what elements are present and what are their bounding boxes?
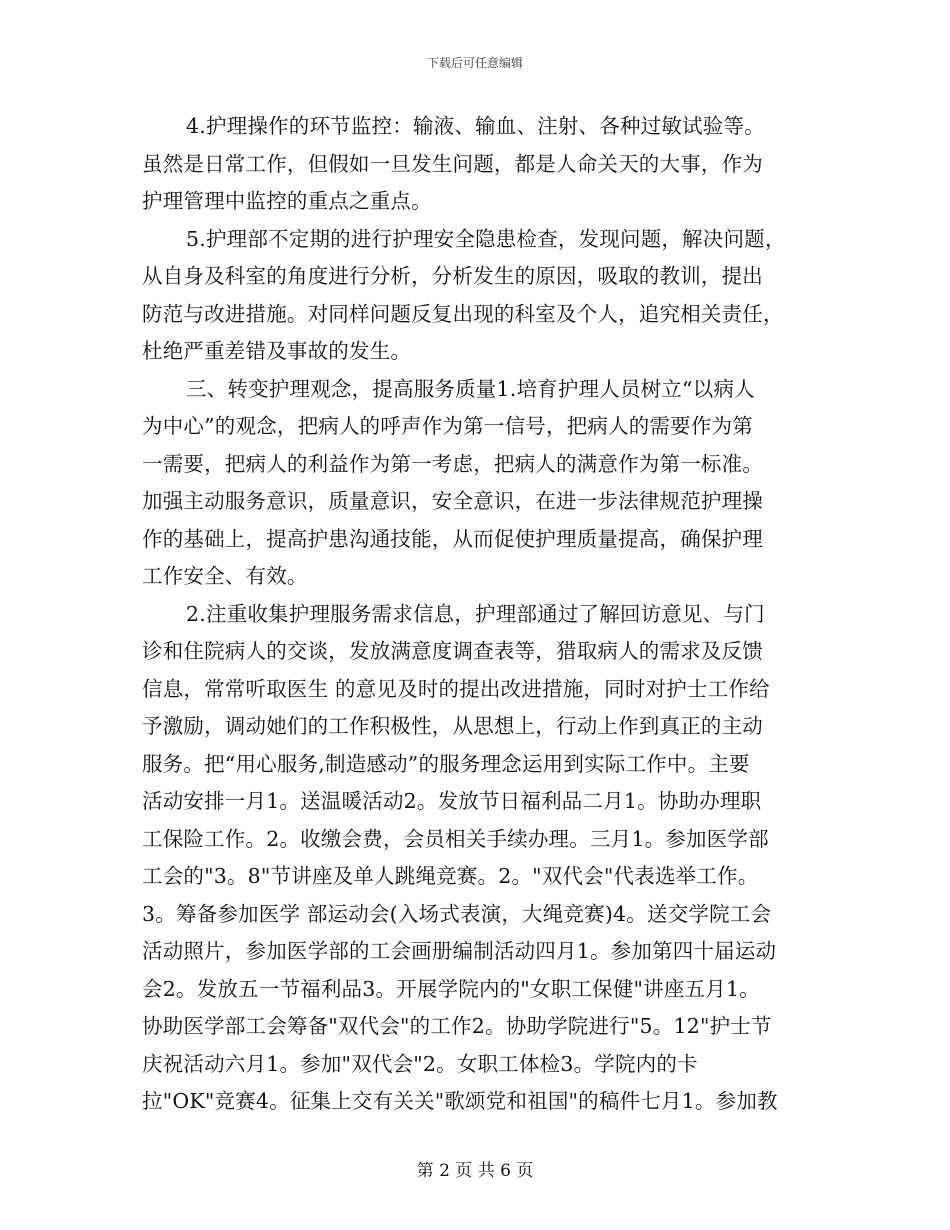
- text-line: 协助医学部工会筹备"双代会"的工作2。协助学院进行"5。12"护士节: [142, 1014, 772, 1038]
- text-line: 3。筹备参加医学 部运动会(入场式表演，大绳竞赛)4。送交学院工会: [142, 901, 772, 926]
- text-line: 三、转变护理观念，提高服务质量1.培育护理人员树立“以病人: [186, 376, 755, 401]
- text-line: 诊和住院病人的交谈，发放满意度调查表等，猎取病人的需求及反馈: [142, 639, 763, 663]
- text-line: 从自身及科室的角度进行分析，分析发生的原因，吸取的教训，提出: [142, 264, 763, 288]
- document-body: [142, 108, 810, 1121]
- text-line: 作的基础上，提高护患沟通技能，从而促使护理质量提高，确保护理: [142, 526, 763, 551]
- text-line: 护理管理中监控的重点之重点。: [142, 189, 432, 213]
- text-line: 杜绝严重差错及事故的发生。: [142, 339, 412, 363]
- text-line: 服务。把“用心服务,制造感动”的服务理念运用到实际工作中。主要: [142, 751, 750, 776]
- text-line: 予激励，调动她们的工作积极性，从思想上，行动上作到真正的主动: [142, 714, 763, 738]
- text-line: 5.护理部不定期的进行护理安全隐患检查，发现问题，解决问题，: [186, 226, 786, 251]
- text-line: 4.护理操作的环节监控：输液、输血、注射、各种过敏试验等。: [186, 114, 765, 138]
- text-line: 为中心”的观念，把病人的呼声作为第一信号，把病人的需要作为第: [142, 414, 753, 438]
- text-line: 工保险工作。2。收缴会费，会员相关手续办理。三月1。参加医学部: [142, 826, 769, 851]
- text-line: 加强主动服务意识，质量意识，安全意识，在进一步法律规范护理操: [142, 489, 763, 513]
- page-number: 第 2 页 共 6 页: [416, 1161, 534, 1181]
- text-line: 信息，常常听取医生 的意见及时的提出改进措施，同时对护士工作给: [142, 676, 770, 701]
- text-line: 庆祝活动六月1。参加"双代会"2。女职工体检3。学院内的卡: [142, 1051, 698, 1076]
- text-line: 工作安全、有效。: [142, 564, 308, 588]
- text-line: 防范与改进措施。对同样问题反复出现的科室及个人，追究相关责任，: [142, 301, 784, 326]
- text-line: 2.注重收集护理服务需求信息，护理部通过了解回访意见、与门: [186, 601, 765, 626]
- text-line: 拉"OK"竞赛4。征集上交有关关"歌颂党和祖国"的稿件七月1。参加教: [142, 1089, 778, 1113]
- page-header: 下载后可任意编辑: [426, 56, 523, 70]
- text-line: 活动安排一月1。送温暖活动2。发放节日福利品二月1。协助办理职: [142, 789, 762, 813]
- text-line: 活动照片，参加医学部的工会画册编制活动四月1。参加第四十届运动: [142, 939, 777, 963]
- text-line: 一需要，把病人的利益作为第一考虑，把病人的满意作为第一标准。: [142, 451, 763, 476]
- text-line: 工会的"3。8"节讲座及单人跳绳竞赛。2。"双代会"代表选举工作。: [142, 864, 759, 888]
- text-line: 会2。发放五一节福利品3。开展学院内的"女职工保健"讲座五月1。: [142, 976, 760, 1001]
- text-line: 虽然是日常工作，但假如一旦发生问题，都是人命关天的大事，作为: [142, 151, 763, 176]
